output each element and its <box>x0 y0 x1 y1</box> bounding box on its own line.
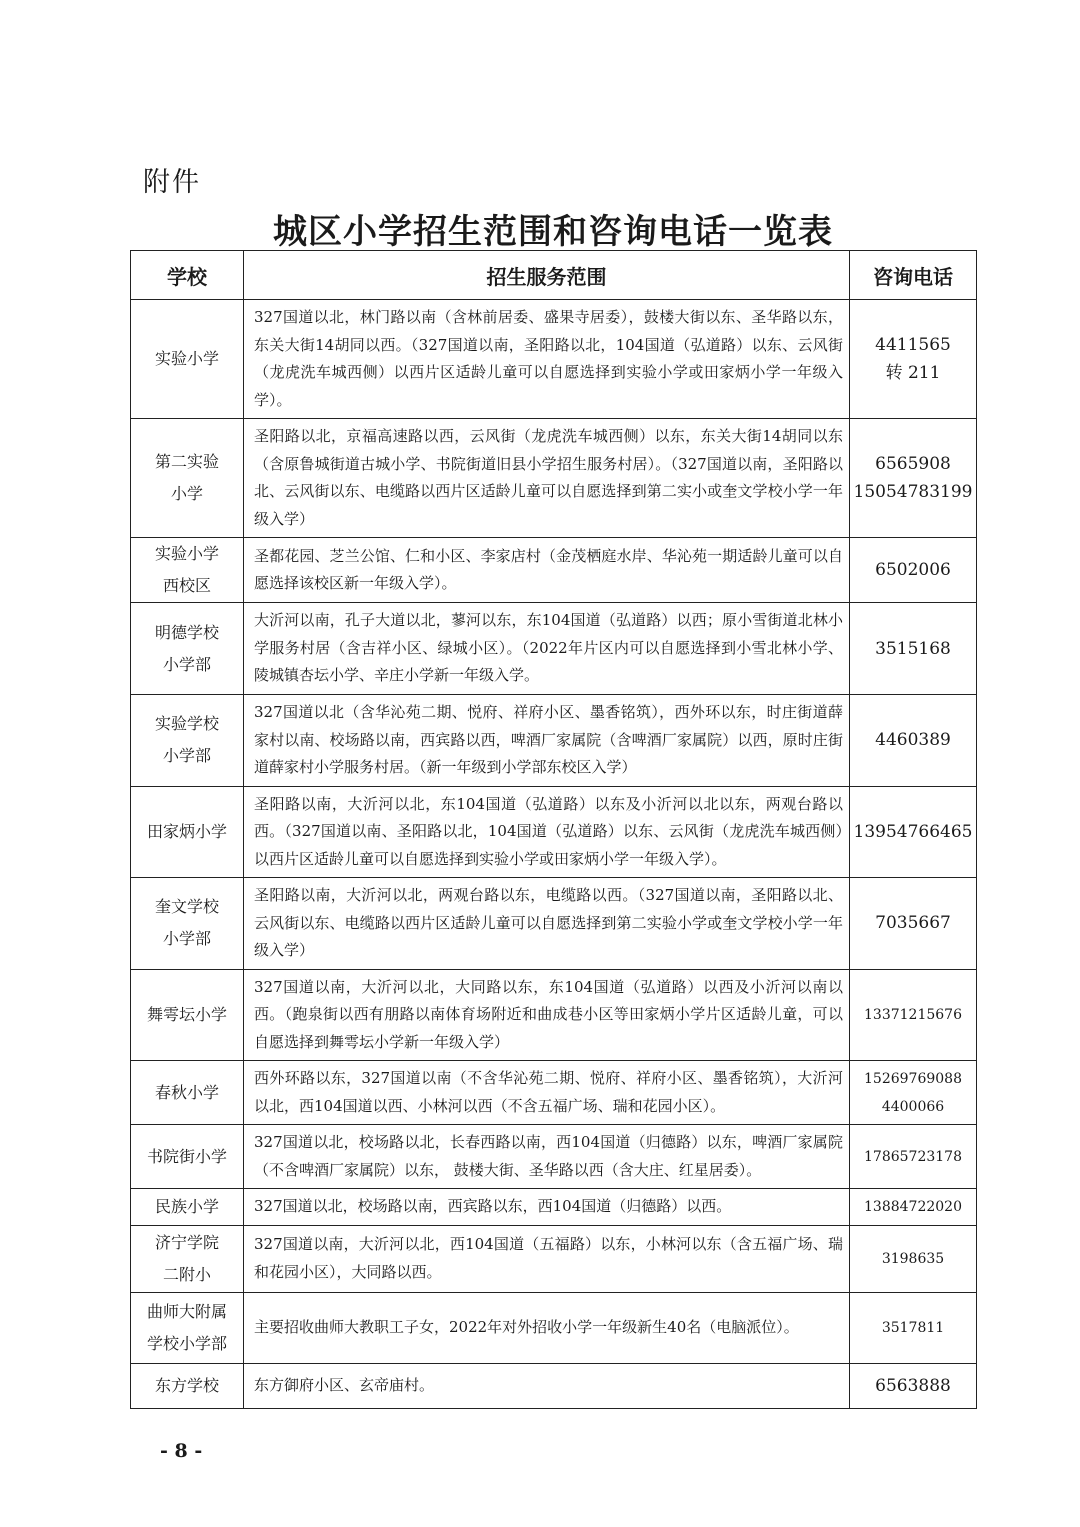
school-cell: 舞雩坛小学 <box>131 969 244 1061</box>
header-phone: 咨询电话 <box>850 251 977 300</box>
scope-cell: 327国道以南，大沂河以北，西104国道（五福路）以东，小林河以东（含五福广场、瑞和花园小区），大同路以西。 <box>244 1225 850 1292</box>
school-cell: 曲师大附属 学校小学部 <box>131 1292 244 1363</box>
page-number: - 8 - <box>160 1440 203 1462</box>
table-header-row <box>131 251 977 300</box>
phone-cell: 4411565 转 211 <box>850 300 977 419</box>
school-cell: 明德学校 小学部 <box>131 603 244 695</box>
scope-cell: 圣都花园、芝兰公馆、仁和小区、李家店村（金茂栖庭水岸、华沁苑一期适龄儿童可以自愿选择该校区新一年级入学）。 <box>244 538 850 603</box>
table-row <box>131 786 977 878</box>
table-row <box>131 969 977 1061</box>
scope-cell: 东方御府小区、玄帝庙村。 <box>244 1363 850 1408</box>
scope-cell: 大沂河以南，孔子大道以北，蓼河以东，东104国道（弘道路）以西；原小雪街道北林小学服务村居（含吉祥小区、绿城小区）。（2022年片区内可以自愿选择到小雪北林小学、陵城镇杏坛小学、辛庄小学新一年级入学。 <box>244 603 850 695</box>
school-cell: 田家炳小学 <box>131 786 244 878</box>
scope-cell: 西外环路以东，327国道以南（不含华沁苑二期、悦府、祥府小区、墨香铭筑），大沂河以北，西104国道以西、小林河以西（不含五福广场、瑞和花园小区）。 <box>244 1061 850 1125</box>
table-row <box>131 695 977 787</box>
scope-cell: 327国道以北（含华沁苑二期、悦府、祥府小区、墨香铭筑），西外环以东，时庄街道薛家村以南、校场路以南，西宾路以西，啤酒厂家属院（含啤酒厂家属院）以西，原时庄街道薛家村小学服务村居。（新一年级到小学部东校区入学） <box>244 695 850 787</box>
page-title: 城区小学招生范围和咨询电话一览表 <box>273 212 833 252</box>
table-row <box>131 603 977 695</box>
phone-cell: 6565908 15054783199 <box>850 419 977 538</box>
table-row <box>131 538 977 603</box>
table-row <box>131 1061 977 1125</box>
enrollment-table <box>130 250 977 1409</box>
phone-cell: 6563888 <box>850 1363 977 1408</box>
header-school: 学校 <box>131 251 244 300</box>
table-row <box>131 878 977 970</box>
table-row <box>131 1292 977 1363</box>
school-cell: 实验小学 西校区 <box>131 538 244 603</box>
table-row <box>131 300 977 419</box>
school-cell: 实验小学 <box>131 300 244 419</box>
scope-cell: 主要招收曲师大教职工子女，2022年对外招收小学一年级新生40名（电脑派位）。 <box>244 1292 850 1363</box>
scope-cell: 圣阳路以南，大沂河以北，东104国道（弘道路）以东及小沂河以北以东，两观台路以西。（327国道以南、圣阳路以北，104国道（弘道路）以东、云风街（龙虎洗车城西侧）以西片区适龄儿童可以自愿选择到实验小学或田家炳小学一年级入学）。 <box>244 786 850 878</box>
table-row <box>131 1189 977 1226</box>
phone-cell: 17865723178 <box>850 1125 977 1189</box>
scope-cell: 327国道以北，校场路以北，长春西路以南，西104国道（归德路）以东，啤酒厂家属院（不含啤酒厂家属院）以东， 鼓楼大街、圣华路以西（含大庄、红星居委）。 <box>244 1125 850 1189</box>
phone-cell: 3517811 <box>850 1292 977 1363</box>
phone-cell: 3198635 <box>850 1225 977 1292</box>
school-cell: 书院街小学 <box>131 1125 244 1189</box>
scope-cell: 圣阳路以南，大沂河以北，两观台路以东，电缆路以西。（327国道以南，圣阳路以北、云风街以东、电缆路以西片区适龄儿童可以自愿选择到第二实验小学或奎文学校小学一年级入学） <box>244 878 850 970</box>
school-cell: 春秋小学 <box>131 1061 244 1125</box>
scope-cell: 327国道以北，林门路以南（含林前居委、盛果寺居委），鼓楼大街以东、圣华路以东，东关大街14胡同以西。（327国道以南，圣阳路以北，104国道（弘道路）以东、云风街（龙虎洗车城西侧）以西片区适龄儿童可以自愿选择到实验小学或田家炳小学一年级入学）。 <box>244 300 850 419</box>
phone-cell: 6502006 <box>850 538 977 603</box>
phone-cell: 3515168 <box>850 603 977 695</box>
school-cell: 济宁学院 二附小 <box>131 1225 244 1292</box>
phone-cell: 13371215676 <box>850 969 977 1061</box>
school-cell: 实验学校 小学部 <box>131 695 244 787</box>
header-scope: 招生服务范围 <box>244 251 850 300</box>
scope-cell: 327国道以南，大沂河以北，大同路以东，东104国道（弘道路）以西及小沂河以南以西。（跑泉街以西有朋路以南体育场附近和曲成巷小区等田家炳小学片区适龄儿童，可以自愿选择到舞雩坛小学新一年级入学） <box>244 969 850 1061</box>
table-row <box>131 1363 977 1408</box>
phone-cell: 15269769088 4400066 <box>850 1061 977 1125</box>
phone-cell: 13954766465 <box>850 786 977 878</box>
school-cell: 奎文学校 小学部 <box>131 878 244 970</box>
school-cell: 第二实验 小学 <box>131 419 244 538</box>
scope-cell: 327国道以北，校场路以南，西宾路以东，西104国道（归德路）以西。 <box>244 1189 850 1226</box>
school-cell: 东方学校 <box>131 1363 244 1408</box>
table-row <box>131 419 977 538</box>
phone-cell: 7035667 <box>850 878 977 970</box>
phone-cell: 4460389 <box>850 695 977 787</box>
table-row <box>131 1225 977 1292</box>
phone-cell: 13884722020 <box>850 1189 977 1226</box>
attachment-label: 附件 <box>143 167 201 198</box>
table-row <box>131 1125 977 1189</box>
school-cell: 民族小学 <box>131 1189 244 1226</box>
scope-cell: 圣阳路以北，京福高速路以西，云风街（龙虎洗车城西侧）以东，东关大街14胡同以东（含原鲁城街道古城小学、书院街道旧县小学招生服务村居）。（327国道以南，圣阳路以北、云风街以东、电缆路以西片区适龄儿童可以自愿选择到第二实小或奎文学校小学一年级入学） <box>244 419 850 538</box>
table-body <box>131 300 977 1409</box>
